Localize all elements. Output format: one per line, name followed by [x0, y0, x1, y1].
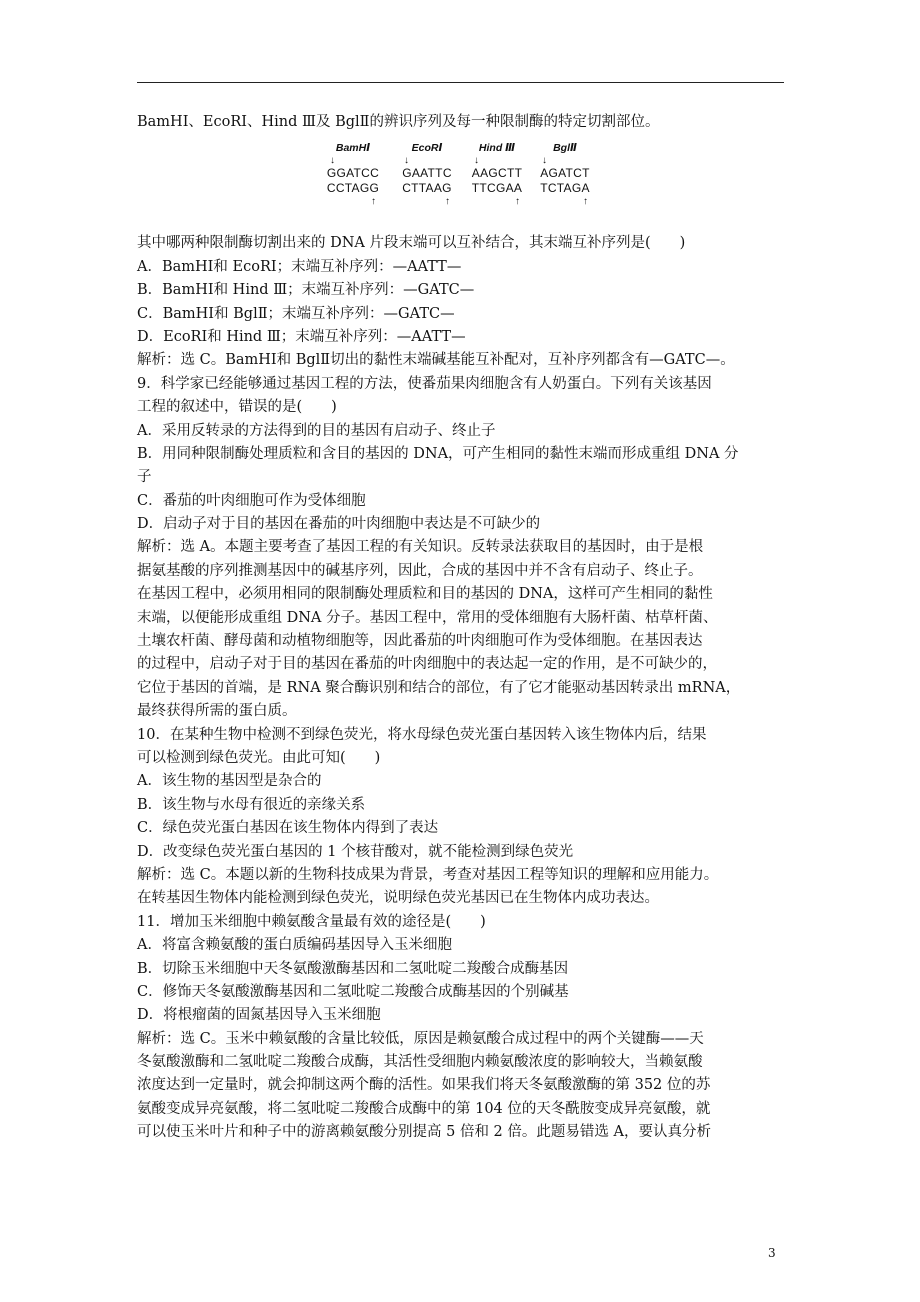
text-line: 它位于基因的首端，是 RNA 聚合酶识别和结合的部位，有了它才能驱动基因转录出 mRNA， [137, 679, 741, 696]
text-line: C．BamHⅠ和 BglⅡ；末端互补序列：—GATC— [137, 305, 455, 322]
text-line: D．EcoRⅠ和 Hind Ⅲ；末端互补序列：—AATT— [137, 328, 466, 345]
text-line: 可以使玉米叶片和种子中的游离赖氨酸分别提高 5 倍和 2 倍。此题易错选 A，要认真分析 [137, 1124, 711, 1141]
bottom-strand: TCTAGA [540, 181, 590, 196]
cut-arrow-down-icon: ↓ [404, 155, 409, 167]
enzyme-ecori [392, 142, 462, 207]
page-content [137, 111, 797, 1145]
text-line: C．修饰天冬氨酸激酶基因和二氢吡啶二羧酸合成酶基因的个别碱基 [137, 983, 569, 1000]
text-line: B．该生物与水母有很近的亲缘关系 [137, 796, 366, 813]
enzyme-name: BglⅡ [553, 142, 577, 155]
intro-line: BamHⅠ、EcoRⅠ、Hind Ⅲ及 BglⅡ的辨识序列及每一种限制酶的特定切割部位。 [137, 114, 660, 130]
text-line: A．采用反转录的方法得到的目的基因有启动子、终止子 [137, 422, 496, 439]
cut-arrow-down-icon: ↓ [542, 155, 547, 167]
cut-arrow-up-icon: ↑ [371, 196, 376, 208]
text-line: B．用同种限制酶处理质粒和含目的基因的 DNA，可产生相同的黏性末端而形成重组 DNA 分 [137, 445, 739, 462]
text-line: 其中哪两种限制酶切割出来的 DNA 片段末端可以互补结合，其末端互补序列是( ) [137, 235, 686, 252]
text-line: 土壤农杆菌、酵母菌和动植物细胞等，因此番茄的叶肉细胞可作为受体细胞。在基因表达 [137, 633, 703, 650]
text-line: 解析：选 C。BamHⅠ和 BglⅡ切出的黏性末端碱基能互补配对，互补序列都含有—GATC—。 [137, 352, 735, 369]
cut-arrow-up-icon: ↑ [445, 196, 450, 208]
text-line: 9．科学家已经能够通过基因工程的方法，使番茄果肉细胞含有人奶蛋白。下列有关该基因 [137, 375, 712, 392]
page-number: 3 [768, 1246, 776, 1260]
text-line: 末端，以便能形成重组 DNA 分子。基因工程中，常用的受体细胞有大肠杆菌、枯草杆菌、 [137, 609, 718, 626]
enzyme-bglii [530, 142, 600, 207]
text-line: D．改变绿色荧光蛋白基因的 1 个核苷酸对，就不能检测到绿色荧光 [137, 843, 574, 860]
text-line: 解析：选 C。玉米中赖氨酸的含量比较低，原因是赖氨酸合成过程中的两个关键酶——天 [137, 1030, 704, 1047]
bottom-strand: TTCGAA [471, 181, 523, 196]
text-line: D．将根瘤菌的固氮基因导入玉米细胞 [137, 1007, 381, 1024]
top-strand: GGATCC [326, 166, 380, 181]
cut-arrow-down-icon: ↓ [330, 155, 335, 167]
enzyme-bamhi [318, 142, 388, 207]
text-line: B．切除玉米细胞中天冬氨酸激酶基因和二氢吡啶二羧酸合成酶基因 [137, 960, 569, 977]
top-strand: GAATTC [402, 166, 452, 181]
text-line: 氨酸变成异亮氨酸，将二氢吡啶二羧酸合成酶中的第 104 位的天冬酰胺变成异亮氨酸，就 [137, 1100, 711, 1117]
bottom-strand: CCTAGG [326, 181, 380, 196]
text-line: 可以检测到绿色荧光。由此可知( ) [137, 749, 381, 766]
text-line: 子 [137, 469, 152, 486]
text-line: 在转基因生物体内能检测到绿色荧光，说明绿色荧光基因已在生物体内成功表达。 [137, 890, 659, 907]
top-strand: AAGCTT [471, 166, 523, 181]
cut-arrow-up-icon: ↑ [583, 196, 588, 208]
text-line: 最终获得所需的蛋白质。 [137, 703, 297, 720]
bottom-strand: CTTAAG [402, 181, 452, 196]
text-line: C．绿色荧光蛋白基因在该生物体内得到了表达 [137, 820, 439, 837]
text-line: 的过程中，启动子对于目的基因在番茄的叶肉细胞中的表达起一定的作用，是不可缺少的， [137, 656, 717, 673]
cut-arrow-up-icon: ↑ [515, 196, 520, 208]
text-line: 冬氨酸激酶和二氢吡啶二羧酸合成酶，其活性受细胞内赖氨酸浓度的影响较大，当赖氨酸 [137, 1054, 703, 1071]
text-line: A．BamHⅠ和 EcoRⅠ；末端互补序列：—AATT— [137, 258, 462, 275]
enzyme-hindiii [462, 142, 532, 207]
text-line: A．将富含赖氨酸的蛋白质编码基因导入玉米细胞 [137, 937, 452, 954]
text-line: 工程的叙述中，错误的是( ) [137, 399, 337, 416]
cut-arrow-down-icon: ↓ [474, 155, 479, 167]
text-line: 据氨基酸的序列推测基因中的碱基序列，因此，合成的基因中并不含有启动子、终止子。 [137, 562, 703, 579]
enzyme-name: EcoRⅠ [411, 142, 443, 155]
text-line: 浓度达到一定量时，就会抑制这两个酶的活性。如果我们将天冬氨酸激酶的第 352 位的苏 [137, 1077, 711, 1094]
enzyme-name: BamHⅠ [335, 142, 371, 155]
enzyme-name: Hind Ⅲ [478, 142, 516, 155]
text-line: 11．增加玉米细胞中赖氨酸含量最有效的途径是( ) [137, 913, 486, 930]
text-line: C．番茄的叶肉细胞可作为受体细胞 [137, 492, 366, 509]
text-line: 解析：选 C。本题以新的生物科技成果为背景，考查对基因工程等知识的理解和应用能力。 [137, 866, 719, 883]
top-strand: AGATCT [540, 166, 590, 181]
text-line: 解析：选 A。本题主要考查了基因工程的有关知识。反转录法获取目的基因时，由于是根 [137, 539, 704, 556]
restriction-enzyme-figure [137, 134, 797, 232]
text-line: 10．在某种生物中检测不到绿色荧光，将水母绿色荧光蛋白基因转入该生物体内后，结果 [137, 726, 707, 743]
text-line: A．该生物的基因型是杂合的 [137, 773, 322, 790]
body-lines [137, 232, 797, 1144]
header-rule [137, 82, 784, 83]
text-line: B．BamHⅠ和 Hind Ⅲ；末端互补序列：—GATC— [137, 282, 475, 299]
text-line: D．启动子对于目的基因在番茄的叶肉细胞中表达是不可缺少的 [137, 516, 541, 533]
text-line: 在基因工程中，必须用相同的限制酶处理质粒和目的基因的 DNA，这样可产生相同的黏性 [137, 586, 713, 603]
